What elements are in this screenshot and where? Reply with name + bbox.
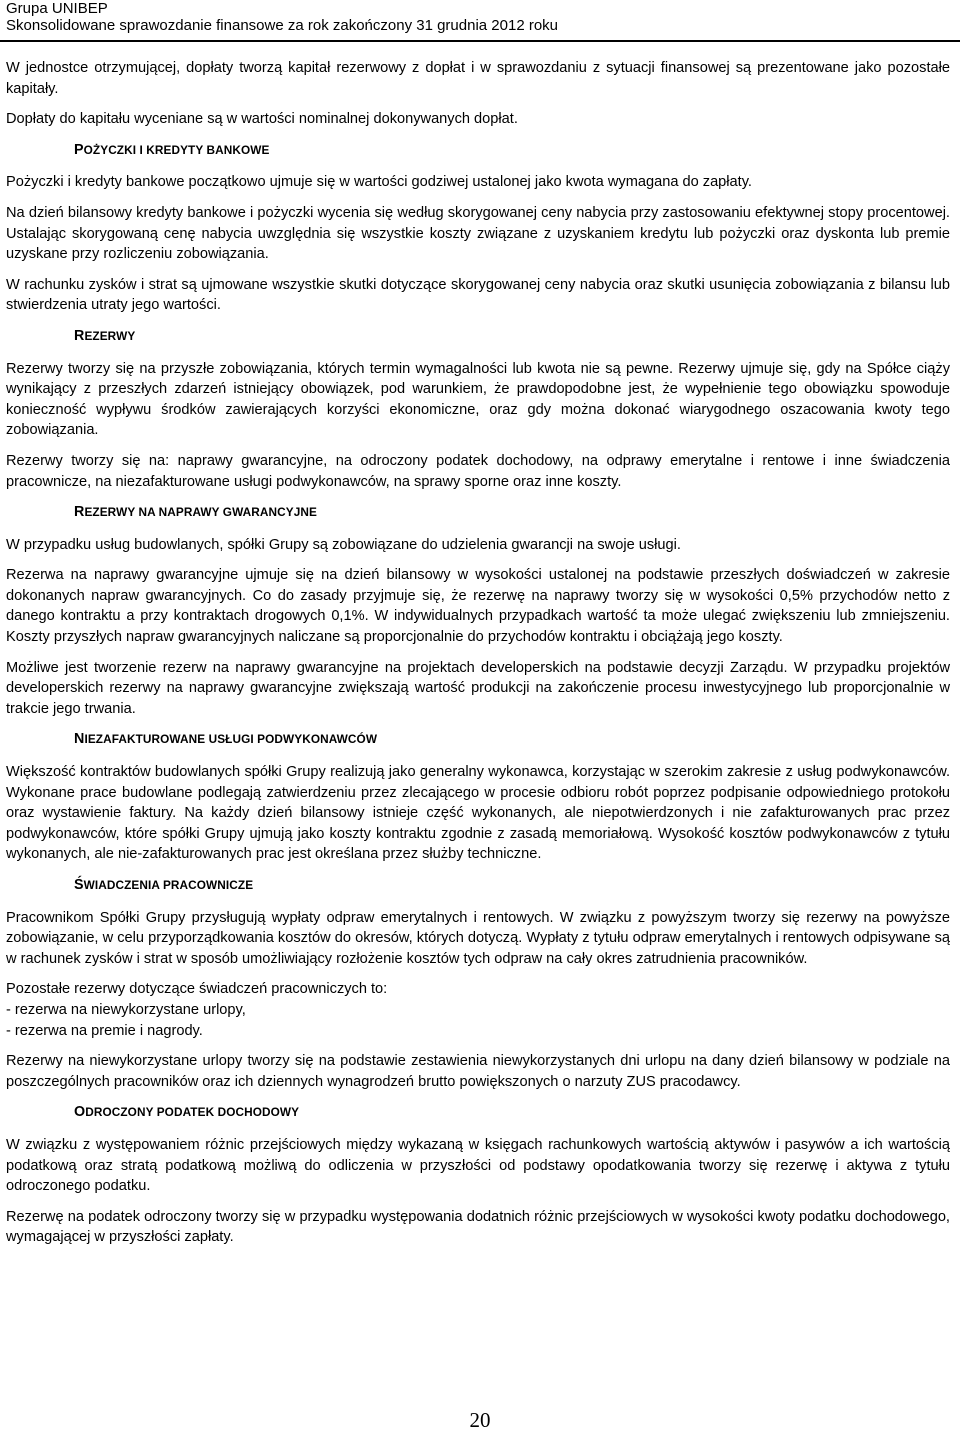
section-heading-provisions: REZERWY: [74, 327, 136, 344]
list-item: - rezerwa na premie i nagrody.: [6, 1022, 203, 1039]
section-heading-deferred-tax: ODROCZONY PODATEK DOCHODOWY: [74, 1104, 300, 1121]
paragraph: Pracownikom Spółki Grupy przysługują wypłaty odpraw emerytalnych i rentowych. W związku z powyższym tworzy się rezerwy na powyższe zobowiązanie, w celu przyporządkowania kosztów do okresów, których dotyczą. Wypłaty z tytułu odpraw emerytalnych i rentowych odpisywane są w rachunek zysków i strat w sposób umożliwiający rozłożenie kosztów tych odpraw na cały okres zatrudnienia pracowników.: [6, 909, 950, 967]
paragraph: Rezerwy na niewykorzystane urlopy tworzy się na podstawie zestawienia niewykorzystanych dni urlopu na dany dzień bilansowy w podziale na poszczególnych pracowników oraz ich dziennych wynagrodzeń brutto powiększonych o narzuty ZUS pracodawcy.: [6, 1053, 950, 1090]
paragraph: W jednostce otrzymującej, dopłaty tworzą kapitał rezerwowy z dopłat i w sprawozdaniu z sytuacji finansowej są prezentowane jako pozostałe kapitały.: [6, 60, 950, 97]
list-intro: Pozostałe rezerwy dotyczące świadczeń pracowniczych to:: [6, 981, 388, 998]
section-heading-uninvoiced-services: NIEZAFAKTUROWANE USŁUGI PODWYKONAWCÓW: [74, 731, 378, 748]
paragraph: Rezerwy tworzy się na przyszłe zobowiązania, których termin wymagalności lub kwota nie są pewne. Rezerwy ujmuje się, gdy na Spółce ciąży wynikający z przeszłych zdarzeń istniejący obowiązek, pod warunkiem, że prawdopodobne jest, że wypełnienie tego obowiązku spowoduje konieczność wypływu środków zawierających korzyści ekonomiczne, oraz gdy można dokonać wiarygodnego oszacowania kwoty tego zobowiązania.: [6, 360, 950, 439]
paragraph: W rachunku zysków i strat są ujmowane wszystkie skutki dotyczące skorygowanej ceny nabycia oraz skutki usunięcia zobowiązania z bilansu lub stwierdzenia utraty jego wartości.: [6, 276, 950, 314]
paragraph: W związku z występowaniem różnic przejściowych między wykazaną w księgach rachunkowych wartością aktywów i pasywów a ich wartością podatkową oraz stratą podatkową możliwą do odliczenia w przyszłości od podstawy opodatkowania tworzy się rezerwę i aktywa z tytułu odroczonego podatku.: [6, 1136, 950, 1195]
body-text: [6, 58, 950, 1258]
paragraph: W przypadku usług budowlanych, spółki Grupy są zobowiązane do udzielenia gwarancji na swoje usługi.: [6, 536, 681, 553]
running-header: [6, 0, 558, 34]
paragraph: Możliwe jest tworzenie rezerw na naprawy gwarancyjne na projektach developerskich na podstawie decyzji Zarządu. W przypadku projektów developerskich rezerwy na naprawy gwarancyjne zwiększają wartość produkcji na zakończenie procesu inwestycyjnego lub proporcjonalnie w trakcie jego trwania.: [6, 659, 950, 717]
paragraph: Dopłaty do kapitału wyceniane są w wartości nominalnej dokonywanych dopłat.: [6, 111, 518, 128]
section-heading-loans: POŻYCZKI I KREDYTY BANKOWE: [74, 141, 270, 158]
header-subtitle: Skonsolidowane sprawozdanie finansowe za rok zakończony 31 grudnia 2012 roku: [6, 17, 559, 34]
paragraph: Rezerwę na podatek odroczony tworzy się w przypadku występowania dodatnich różnic przejściowych w wysokości kwoty podatku dochodowego, wymagającej w przyszłości zapłaty.: [6, 1208, 950, 1246]
page-number: 20: [469, 1408, 491, 1432]
header-company: Grupa UNIBEP: [6, 0, 108, 17]
paragraph: Na dzień bilansowy kredyty bankowe i pożyczki wycenia się według skorygowanej ceny nabycia przy zastosowaniu efektywnej stopy procentowej. Ustalając skorygowaną cenę nabycia uwzględnia się wszystkie koszty związane z uzyskaniem kredytu lub pożyczki oraz dyskonta lub premie uzyskane przy rozliczeniu zobowiązania.: [6, 204, 950, 263]
paragraph: Rezerwa na naprawy gwarancyjne ujmuje się na dzień bilansowy w wysokości ustalonej na podstawie przeszłych doświadczeń w zakresie dokonanych napraw gwarancyjnych. Co do zasady przyjmuje się, że rezerwę na naprawy tworzy się w wysokości 0,5% przychodów netto z danego kontraktu a przy kontraktach drogowych 0,1%. W indywidualnych przypadkach wartość ta może ulegać zwiększeniu lub zmniejszeniu. Koszty przyszłych napraw gwarancyjnych naliczane są proporcjonalnie do przychodów kontraktu i obciążają jego koszty.: [6, 567, 950, 646]
section-heading-employee-benefits: ŚWIADCZENIA PRACOWNICZE: [74, 877, 254, 893]
paragraph: Pożyczki i kredyty bankowe początkowo ujmuje się w wartości godziwej ustalonej jako kwota wymagana do zapłaty.: [6, 174, 752, 191]
header-divider: [0, 40, 960, 42]
paragraph: Rezerwy tworzy się na: naprawy gwarancyjne, na odroczony podatek dochodowy, na odprawy emerytalne i rentowe i inne świadczenia pracownicze, na niezafakturowane usługi podwykonawców, na sprawy sporne oraz inne koszty.: [6, 452, 950, 490]
paragraph: Większość kontraktów budowlanych spółki Grupy realizują jako generalny wykonawca, korzystając w szerokim zakresie z usług podwykonawców. Wykonane prace budowlane podlegają zatwierdzeniu przez zlecającego w procesie odbioru robót poprzez podpisanie odpowiedniego protokołu oraz wystawienie faktury. Na każdy dzień bilansowy istnieje część wykonanych, ale niepotwierdzonych i nie zafakturowanych prac przez podwykonawców, które spółki Grupy ujmują jako koszty kontraktu zgodnie z zasadą memoriałową. Wysokość kosztów podwykonawców z tytułu wykonanych, ale nie-zafakturowanych prac jest określana przez służby techniczne.: [6, 764, 950, 863]
section-heading-warranty-provisions: REZERWY NA NAPRAWY GWARANCYJNE: [74, 504, 317, 521]
list-item: - rezerwa na niewykorzystane urlopy,: [6, 1001, 246, 1018]
paragraph-list: [6, 979, 950, 1041]
